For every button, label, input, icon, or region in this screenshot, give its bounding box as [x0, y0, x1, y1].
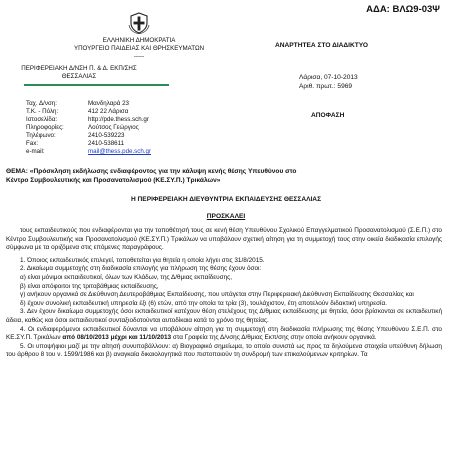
contact-value-city: 412 22 Λάρισα: [88, 108, 129, 115]
paragraph-4-tail: στα Γραφεία της Δ/νσης Δ/θμιας Εκπ/σης στην οποία ανήκουν οργανικά.: [171, 334, 377, 342]
document-date: Λάρισα, 07-10-2013: [299, 74, 358, 81]
directorate-line-2: ΘΕΣΣΑΛΙΑΣ: [61, 73, 97, 80]
republic-title: ΕΛΛΗΝΙΚΗ ΔΗΜΟΚΡΑΤΙΑ: [102, 37, 176, 44]
contact-label-website: Ιστοσελίδα:: [26, 116, 58, 123]
paragraph-3: 3. Δεν έχουν δικαίωμα συμμετοχής όσοι εκπαιδευτικοί κατέχουν θέση στελέχους της Δ/θμιας εκπαίδευσης με θητεία, όσοι βρίσκονται σε εκπαιδευτική άδεια, καθώς και όσοι εκπαιδευτικοί συνταξιοδοτούνται αυτοδίκαια κατά το χρόνο της θητείας.: [6, 308, 442, 324]
green-divider: [24, 84, 169, 86]
invites-heading: ΠΡΟΣΚΑΛΕΙ: [206, 213, 246, 220]
paragraph-2a: α) είναι μόνιμοι εκπαιδευτικοί, όλων των Κλάδων, της Δ/θμιας εκπαίδευσης,: [20, 273, 232, 281]
paragraph-2d: δ) έχουν συνολική εκπαιδευτική υπηρεσία έξι (6) ετών, από την οποία τα τρία (3), τουλάχιστον, έτη αποτελούν διδακτική υπηρεσία.: [20, 299, 387, 307]
paragraph-4: [6, 326, 442, 343]
protocol-number: Αριθ. πρωτ.: 5969: [299, 83, 353, 90]
contact-value-address: Μανδηλαρά 23: [88, 100, 129, 107]
contact-email-link[interactable]: mail@thess.pde.sch.gr: [88, 148, 152, 155]
contact-value-phone: 2410-539223: [88, 132, 125, 139]
paragraph-2b: β) είναι απόφοιτοι της τριτοβάθμιας εκπαίδευσης,: [20, 282, 159, 290]
contact-value-fax: 2410-538611: [88, 140, 125, 147]
contact-value-website[interactable]: http://pde.thess.sch.gr: [88, 116, 149, 123]
contact-label-info: Πληροφορίες:: [26, 124, 64, 131]
contact-value-info: Λούτσος Γεώργιος: [88, 124, 139, 131]
paragraph-2c: γ) ανήκουν οργανικά σε Διεύθυνση Δευτεροβάθμιας Εκπαίδευσης, που υπάγεται στην Περιφερειακή Διεύθυνση Εκπαίδευσης Θεσσαλίας και: [20, 291, 414, 299]
issuer-heading: Η ΠΕΡΙΦΕΡΕΙΑΚΗ ΔΙΕΥΘΥΝΤΡΙΑ ΕΚΠΑΙΔΕΥΣΗΣ ΘΕΣΣΑΛΙΑΣ: [130, 196, 322, 203]
separator-dashes: -----: [133, 53, 145, 60]
contact-label-city: Τ.Κ. - Πόλη:: [26, 108, 59, 115]
greek-emblem-icon: [128, 12, 150, 34]
decision-label: ΑΠΟΦΑΣΗ: [311, 112, 345, 119]
paragraph-4-text: 4. Οι ενδιαφερόμενοι εκπαιδευτικοί δύνανται να υποβάλουν αίτηση για τη συμμετοχή στη διαδικασία πλήρωσης της θέσης Υπευθύνου Σ.Ε.Π. στο ΚΕ.ΣΥ.Π. Τρικάλων: [6, 325, 442, 342]
submission-period: από 08/10/2013 μέχρι και 11/10/2013: [62, 334, 172, 342]
intro-paragraph: τους εκπαιδευτικούς που ενδιαφέρονται για την τοποθέτησή τους σε κενή θέση Υπευθύνου Σχολικού Επαγγελματικού Προσανατολισμού (Σ.Ε.Π.) στο Κέντρο Συμβουλευτικής και Προσανατολισμού (ΚΕ.ΣΥ.Π.) Τρικάλων να υποβάλουν σχετική αίτηση για τη συμμετοχή τους στην οικεία διαδικασία επιλογής σύμφωνα με τα οριζόμενα στις επόμενες παραγράφους.: [6, 227, 442, 252]
contact-label-address: Ταχ. Δ/νση:: [26, 100, 57, 107]
contact-label-fax: Fax:: [26, 140, 39, 147]
directorate-line-1: ΠΕΡΙΦΕΡΕΙΑΚΗ Δ/ΝΣΗ Π. & Δ. ΕΚΠ/ΣΗΣ: [21, 65, 137, 72]
ada-code: ΑΔΑ: ΒΛΩ9-03Ψ: [366, 4, 440, 15]
subject-line-2: Κέντρο Συμβουλευτικής και Προσανατολισμού (ΚΕ.ΣΥ.Π.) Τρικάλων»: [6, 177, 221, 184]
contact-label-email: e-mail:: [26, 148, 45, 155]
paragraph-2: 2. Δικαίωμα συμμετοχής στη διαδικασία επιλογής για πλήρωση της θέσης έχουν όσοι:: [20, 265, 262, 273]
paragraph-1: 1. Όποιος εκπαιδευτικός επιλεγεί, τοποθετείται για θητεία η οποία λήγει στις 31/8/2015.: [20, 256, 265, 264]
posting-note: ΑΝΑΡΤΗΤΕΑ ΣΤΟ ΔΙΑΔΙΚΤΥΟ: [275, 42, 369, 49]
body-text: [6, 227, 442, 360]
contact-label-phone: Τηλέφωνο:: [26, 132, 56, 139]
subject-line-1: ΘΕΜΑ: «Πρόσκληση εκδήλωσης ενδιαφέροντος για την κάλυψη κενής θέσης Υπευθύνου στο: [6, 168, 297, 175]
paragraph-5: 5. Οι υποψήφιοι μαζί με την αίτησή συνυποβάλλουν: α) Βιογραφικό σημείωμα, το οποίο συνιστά ως προς τα δηλούμενα στοιχεία υπεύθυνη δήλωση του άρθρου 8 του ν. 1599/1986 και β) αναγκαία δικαιολογητικά που πιστοποιούν τη συνδρομή των επικαλούμενων κριτηρίων. Τα: [6, 342, 442, 359]
ministry-title: ΥΠΟΥΡΓΕΙΟ ΠΑΙΔΕΙΑΣ ΚΑΙ ΘΡΗΣΚΕΥΜΑΤΩΝ: [73, 45, 205, 52]
